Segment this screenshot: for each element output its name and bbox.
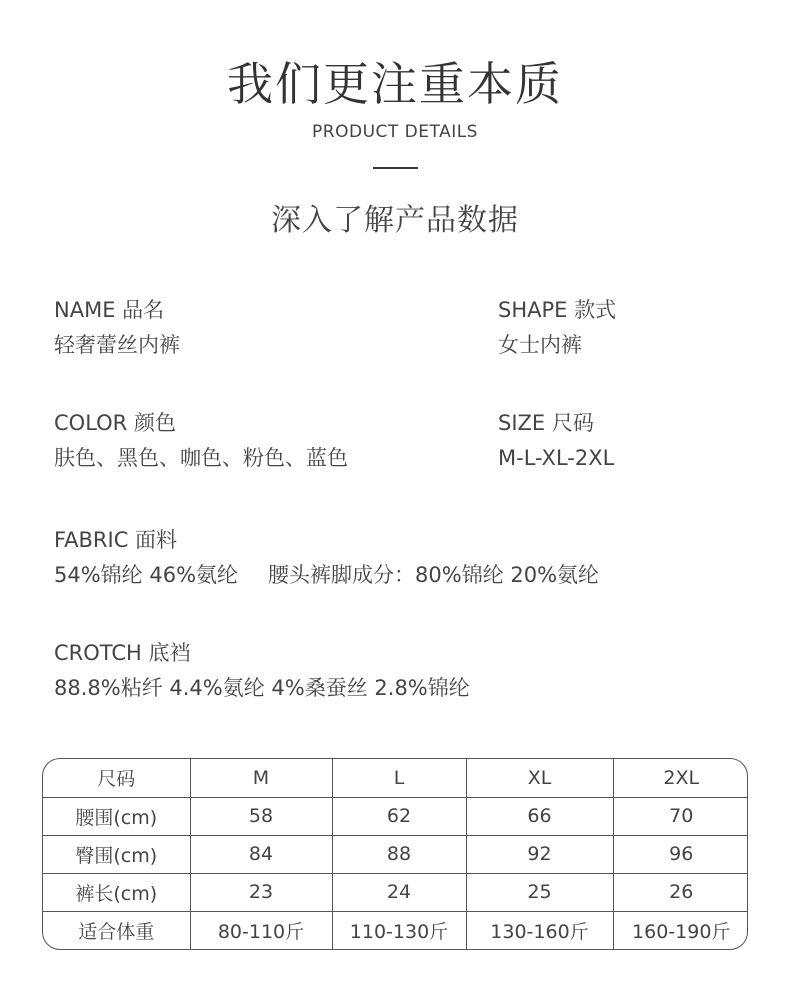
divider (373, 167, 418, 169)
table-cell: 58 (190, 797, 332, 835)
table-cell: 裤长(cm) (43, 873, 190, 911)
table-cell: 24 (332, 873, 466, 911)
table-cell: 110-130斤 (332, 911, 466, 949)
detail-fabric-value2: 腰头裤脚成分：80%锦纶 20%氨纶 (268, 563, 600, 587)
table-header-cell: L (332, 759, 466, 797)
table-header-row (43, 759, 748, 797)
table-cell: 96 (613, 835, 748, 873)
table-cell: 26 (613, 873, 748, 911)
table-cell: 70 (613, 797, 748, 835)
subtitle-cn: 深入了解产品数据 (271, 203, 519, 238)
table-cell: 88 (332, 835, 466, 873)
table-header-cell: XL (466, 759, 613, 797)
table-cell: 腰围(cm) (43, 797, 190, 835)
table-header-cell: M (190, 759, 332, 797)
detail-name-value: 轻奢蕾丝内裤 (54, 333, 180, 357)
table-cell: 25 (466, 873, 613, 911)
table-header-cell: 2XL (613, 759, 748, 797)
size-table (42, 758, 748, 950)
detail-name (54, 300, 180, 356)
table-header-cell: 尺码 (43, 759, 190, 797)
table-cell: 92 (466, 835, 613, 873)
table-cell: 66 (466, 797, 613, 835)
detail-shape-label: SHAPE 款式 (498, 298, 617, 322)
table-cell: 80-110斤 (190, 911, 332, 949)
detail-crotch-value: 88.8%粘纤 4.4%氨纶 4%桑蚕丝 2.8%锦纶 (54, 676, 470, 700)
detail-crotch (54, 643, 470, 699)
detail-size-value: M-L-XL-2XL (498, 446, 615, 470)
table-cell: 适合体重 (43, 911, 190, 949)
detail-fabric-values (54, 565, 599, 586)
table-cell: 臀围(cm) (43, 835, 190, 873)
table-cell: 62 (332, 797, 466, 835)
detail-color-label: COLOR 颜色 (54, 411, 176, 435)
detail-fabric-value: 54%锦纶 46%氨纶 (54, 563, 239, 587)
table-cell: 130-160斤 (466, 911, 613, 949)
table-row (43, 911, 748, 949)
detail-shape-value: 女士内裤 (498, 333, 582, 357)
table-cell: 23 (190, 873, 332, 911)
page-title: 我们更注重本质 (227, 57, 563, 111)
detail-name-label: NAME 品名 (54, 298, 165, 322)
detail-color-value: 肤色、黑色、咖色、粉色、蓝色 (54, 446, 348, 470)
table-cell: 84 (190, 835, 332, 873)
table-row (43, 797, 748, 835)
detail-size (498, 413, 614, 469)
detail-size-label: SIZE 尺码 (498, 411, 594, 435)
table-row (43, 873, 748, 911)
detail-color (54, 413, 348, 469)
detail-crotch-label: CROTCH 底裆 (54, 641, 191, 665)
detail-fabric (54, 530, 599, 586)
table-row (43, 835, 748, 873)
detail-shape (498, 300, 616, 356)
table-cell: 160-190斤 (632, 920, 731, 943)
detail-fabric-label: FABRIC 面料 (54, 528, 178, 552)
subtitle-en: PRODUCT DETAILS (312, 122, 478, 142)
